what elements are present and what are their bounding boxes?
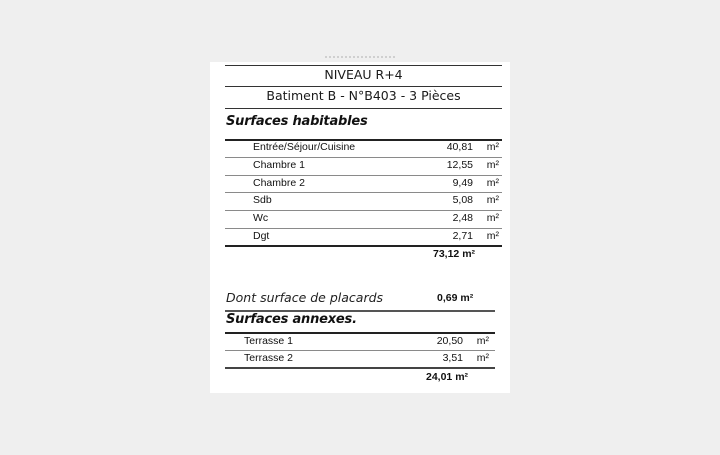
table-row	[253, 175, 499, 192]
room-area: 5,08	[452, 194, 473, 206]
room-label: Chambre 1	[253, 159, 305, 171]
area-unit: m²	[486, 230, 499, 242]
table-row	[253, 210, 499, 227]
room-area: 9,49	[452, 177, 473, 189]
room-area: 2,71	[452, 230, 473, 242]
table-row	[253, 192, 499, 209]
area-unit: m²	[486, 212, 499, 224]
divider	[225, 245, 502, 247]
annex-label: Terrasse 2	[244, 352, 294, 364]
room-area: 40,81	[446, 141, 473, 153]
area-unit: m²	[486, 159, 499, 171]
room-label: Sdb	[253, 194, 272, 206]
habitable-total: 73,12 m²	[433, 248, 476, 260]
document-page	[210, 62, 510, 393]
divider	[225, 108, 502, 109]
room-label: Dgt	[253, 230, 270, 242]
annexes-total: 24,01 m²	[426, 371, 469, 383]
area-unit: m²	[476, 335, 489, 347]
area-unit: m²	[486, 141, 499, 153]
table-row	[244, 350, 489, 367]
table-row	[244, 333, 489, 350]
placards-label: Dont surface de placards	[226, 290, 384, 305]
cutoff-text-fragment	[325, 56, 395, 62]
table-row	[253, 139, 499, 156]
niveau-title: NIVEAU R+4	[324, 67, 403, 82]
surfaces-annexes-heading: Surfaces annexes.	[226, 312, 357, 327]
area-unit: m²	[486, 177, 499, 189]
divider	[225, 65, 502, 66]
area-unit: m²	[486, 194, 499, 206]
annex-area: 3,51	[442, 352, 463, 364]
placards-value: 0,69 m²	[437, 292, 474, 304]
room-area: 12,55	[446, 159, 473, 171]
table-row	[253, 228, 499, 245]
table-row	[253, 157, 499, 174]
room-label: Entrée/Séjour/Cuisine	[253, 141, 356, 153]
surfaces-habitables-heading: Surfaces habitables	[226, 114, 368, 129]
area-unit: m²	[476, 352, 489, 364]
divider	[225, 367, 495, 369]
annex-area: 20,50	[436, 335, 463, 347]
room-label: Wc	[253, 212, 269, 224]
annex-label: Terrasse 1	[244, 335, 294, 347]
room-area: 2,48	[452, 212, 473, 224]
room-label: Chambre 2	[253, 177, 305, 189]
batiment-subtitle: Batiment B - N°B403 - 3 Pièces	[266, 88, 461, 103]
divider	[225, 86, 502, 87]
